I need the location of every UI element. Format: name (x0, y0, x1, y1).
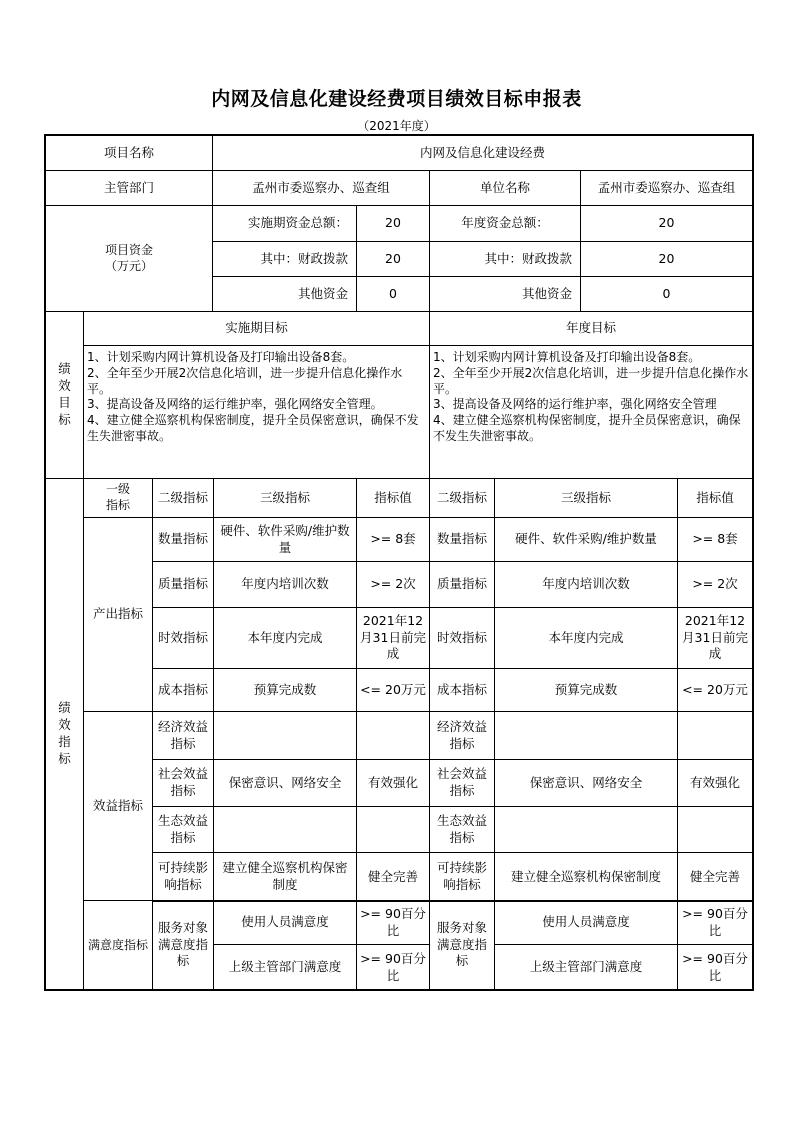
indicator-l3-cell (213, 711, 357, 760)
header-value-b: 指标值 (677, 478, 753, 518)
indicator-l2-cell: 可持续影响指标 (152, 852, 214, 902)
year-other-label: 其他资金 (429, 276, 581, 312)
year-note: （2021年度） (357, 119, 436, 133)
indicator-l2b-cell: 数量指标 (429, 517, 495, 562)
indicator-l2-cell: 时效指标 (152, 607, 214, 669)
indicator-l3-cell: 本年度内完成 (213, 607, 357, 669)
impl-fiscal-label: 其中：财政拨款 (212, 241, 357, 277)
group-satisfaction: 满意度指标 (83, 900, 153, 990)
satisfaction-vb-cell: >= 90百分比 (677, 900, 753, 945)
indicator-l2b-cell: 成本指标 (429, 668, 495, 712)
indicator-vb-cell: >= 8套 (677, 517, 753, 562)
form-title: 内网及信息化建设经费项目绩效目标申报表 (211, 88, 582, 110)
indicator-v-cell (356, 711, 430, 760)
year-fiscal-label: 其中：财政拨款 (429, 241, 581, 277)
indicator-l2b-cell: 可持续影响指标 (429, 852, 495, 902)
impl-goal-text: 1、计划采购内网计算机设备及打印输出设备8套。 2、全年至少开展2次信息化培训，进一步提升信息化操作水平。 3、提高设备及网络的运行维护率，强化网络安全管理。 4、建立健全巡察机构保密制度，提升全员保密意识，确保不发生失泄密事故。 (83, 345, 430, 479)
indicator-vb-cell: <= 20万元 (677, 668, 753, 712)
indicator-l2b-cell: 生态效益指标 (429, 806, 495, 853)
indicator-l3b-cell (494, 806, 678, 853)
indicator-l2b-cell: 经济效益指标 (429, 711, 495, 760)
indicator-v-cell (356, 806, 430, 853)
indicator-l2-cell: 生态效益指标 (152, 806, 214, 853)
indicator-l3-cell: 保密意识、网络安全 (213, 759, 357, 807)
header-level3: 三级指标 (213, 478, 357, 518)
group-benefit: 效益指标 (83, 711, 153, 901)
indicator-l2-cell: 成本指标 (152, 668, 214, 712)
year-other-value: 0 (580, 276, 753, 312)
unit-label: 单位名称 (429, 170, 581, 206)
indicator-vb-cell (677, 806, 753, 853)
indicator-l3-cell: 建立健全巡察机构保密制度 (213, 852, 357, 902)
impl-goal-header: 实施期目标 (83, 311, 430, 346)
indicator-v-cell: 健全完善 (356, 852, 430, 902)
satisfaction-l3b-cell: 上级主管部门满意度 (494, 944, 678, 991)
project-name-value: 内网及信息化建设经费 (212, 135, 753, 171)
satisfaction-l3-cell: 使用人员满意度 (213, 900, 357, 945)
indicators-side-label: 绩效指标 (45, 478, 84, 990)
indicator-vb-cell: 有效强化 (677, 759, 753, 807)
satisfaction-v-cell: >= 90百分比 (356, 900, 430, 945)
indicator-l3b-cell: 年度内培训次数 (494, 561, 678, 608)
impl-fiscal-value: 20 (356, 241, 430, 277)
year-fiscal-value: 20 (580, 241, 753, 277)
indicator-v-cell: >= 2次 (356, 561, 430, 608)
satisfaction-l3b-cell: 使用人员满意度 (494, 900, 678, 945)
indicator-l2b-cell: 时效指标 (429, 607, 495, 669)
indicator-l2-cell: 数量指标 (152, 517, 214, 562)
unit-value: 孟州市委巡察办、巡查组 (580, 170, 753, 206)
indicator-l2-cell: 经济效益指标 (152, 711, 214, 760)
indicator-l3-cell (213, 806, 357, 853)
group-output: 产出指标 (83, 517, 153, 712)
indicator-vb-cell (677, 711, 753, 760)
header-level3-b: 三级指标 (494, 478, 678, 518)
funds-label: 项目资金 （万元） (45, 205, 213, 312)
indicator-v-cell: 2021年12月31日前完成 (356, 607, 430, 669)
header-value: 指标值 (356, 478, 430, 518)
indicator-l3b-cell (494, 711, 678, 760)
satisfaction-l2: 服务对象满意度指标 (152, 900, 214, 990)
header-level2-b: 二级指标 (429, 478, 495, 518)
header-level1: 一级 指标 (83, 478, 153, 518)
dept-label: 主管部门 (45, 170, 213, 206)
indicator-v-cell: 有效强化 (356, 759, 430, 807)
header-level2: 二级指标 (152, 478, 214, 518)
indicator-l3-cell: 硬件、软件采购/维护数量 (213, 517, 357, 562)
satisfaction-v-cell: >= 90百分比 (356, 944, 430, 991)
indicator-l2b-cell: 质量指标 (429, 561, 495, 608)
indicator-v-cell: >= 8套 (356, 517, 430, 562)
indicator-vb-cell: 2021年12月31日前完成 (677, 607, 753, 669)
indicator-l2-cell: 社会效益指标 (152, 759, 214, 807)
impl-other-label: 其他资金 (212, 276, 357, 312)
indicator-l3-cell: 预算完成数 (213, 668, 357, 712)
year-total-label: 年度资金总额： (429, 205, 581, 242)
indicator-l3-cell: 年度内培训次数 (213, 561, 357, 608)
year-goal-header: 年度目标 (429, 311, 753, 346)
indicator-v-cell: <= 20万元 (356, 668, 430, 712)
goals-side-label: 绩效目标 (45, 311, 84, 479)
satisfaction-l3-cell: 上级主管部门满意度 (213, 944, 357, 991)
impl-other-value: 0 (356, 276, 430, 312)
satisfaction-l2-b: 服务对象满意度指标 (429, 900, 495, 990)
indicator-l3b-cell: 本年度内完成 (494, 607, 678, 669)
indicator-l2-cell: 质量指标 (152, 561, 214, 608)
project-name-label: 项目名称 (45, 135, 213, 171)
indicator-l3b-cell: 建立健全巡察机构保密制度 (494, 852, 678, 902)
dept-value: 孟州市委巡察办、巡查组 (212, 170, 430, 206)
indicator-l2b-cell: 社会效益指标 (429, 759, 495, 807)
impl-total-label: 实施期资金总额： (212, 205, 357, 242)
indicator-vb-cell: 健全完善 (677, 852, 753, 902)
indicator-l3b-cell: 保密意识、网络安全 (494, 759, 678, 807)
year-goal-text: 1、计划采购内网计算机设备及打印输出设备8套。 2、全年至少开展2次信息化培训，进一步提升信息化操作水平。 3、提高设备及网络的运行维护率，强化网络安全管理 4、建立健全巡察机构保密制度，提升全员保密意识，确保不发生失泄密事故。 (429, 345, 753, 479)
indicator-l3b-cell: 硬件、软件采购/维护数量 (494, 517, 678, 562)
satisfaction-vb-cell: >= 90百分比 (677, 944, 753, 991)
indicator-l3b-cell: 预算完成数 (494, 668, 678, 712)
indicator-vb-cell: >= 2次 (677, 561, 753, 608)
impl-total-value: 20 (356, 205, 430, 242)
year-total-value: 20 (580, 205, 753, 242)
